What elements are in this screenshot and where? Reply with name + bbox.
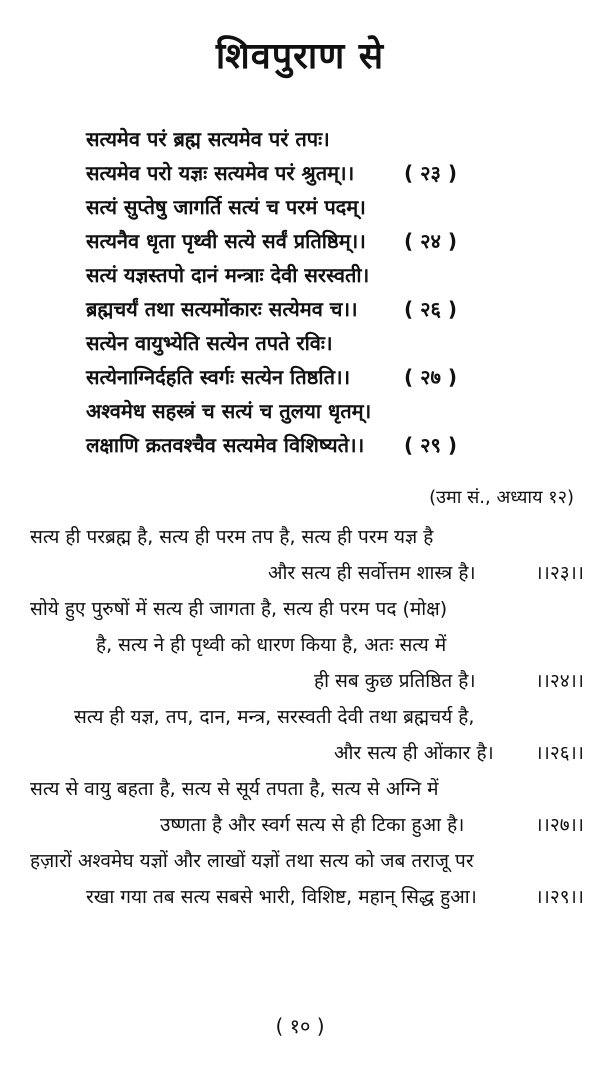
verse-number: ( २३ ) xyxy=(404,161,458,185)
verse-line xyxy=(86,258,566,292)
translation-text: सत्य ही परब्रह्म है, सत्य ही परम तप है, सत्य ही परम यज्ञ है xyxy=(30,526,434,548)
verse-line xyxy=(86,122,566,156)
verse-text: सत्यं सुप्तेषु जागर्ति सत्यं च परमं पदम्। xyxy=(86,195,366,219)
translation-text: ही सब कुछ प्रतिष्ठित है। xyxy=(314,670,476,692)
verse-text: सत्यमेव परं ब्रह्म सत्यमेव परं तपः। xyxy=(86,127,330,151)
translation-line xyxy=(0,879,600,915)
translation-text: सत्य से वायु बहता है, सत्य से सूर्य तपता है, सत्य से अग्नि में xyxy=(30,778,439,800)
verse-number: ( २६ ) xyxy=(404,297,458,321)
translation-line xyxy=(0,519,600,555)
verse-line xyxy=(86,156,566,190)
verse-line xyxy=(86,190,566,224)
verse-number: ( २७ ) xyxy=(404,365,458,389)
verse-number: ( २४ ) xyxy=(404,229,458,253)
verse-line xyxy=(86,292,566,326)
translation-text: उष्णता है और स्वर्ग सत्य से ही टिका हुआ है। xyxy=(160,814,465,836)
verse-text: अश्वमेध सहस्त्रं च सत्यं च तुलया धृतम्। xyxy=(86,399,372,423)
verse-source-citation: (उमा सं., अध्याय १२) xyxy=(429,487,574,508)
verse-text: ब्रह्मचर्यं तथा सत्यमोंकारः सत्येमव च।। xyxy=(86,297,358,321)
translation-line xyxy=(0,627,600,663)
verse-reference-number: ।।२७।। xyxy=(535,814,584,836)
translation-text: सत्य ही यज्ञ, तप, दान, मन्त्र, सरस्वती देवी तथा ब्रह्मचर्य है, xyxy=(74,706,475,728)
hindi-translation xyxy=(0,519,600,915)
verse-number: ( २९ ) xyxy=(404,433,458,457)
translation-line xyxy=(0,735,600,771)
verse-line xyxy=(86,428,566,462)
verse-reference-number: ।।२९।। xyxy=(535,886,584,908)
verse-line xyxy=(86,224,566,258)
verse-reference-number: ।।२६।। xyxy=(535,742,584,764)
translation-line xyxy=(0,699,600,735)
page-number: ( १० ) xyxy=(275,1014,325,1038)
translation-line xyxy=(0,591,600,627)
sanskrit-verses xyxy=(86,122,566,462)
translation-line xyxy=(0,843,600,879)
verse-line xyxy=(86,326,566,360)
translation-text: रखा गया तब सत्य सबसे भारी, विशिष्ट, महान् सिद्ध हुआ। xyxy=(86,886,477,908)
translation-text: सोये हुए पुरुषों में सत्य ही जागता है, सत्य ही परम पद (मोक्ष) xyxy=(30,598,448,620)
translation-text: और सत्य ही सर्वोत्तम शास्त्र है। xyxy=(268,562,476,584)
translation-text: और सत्य ही ओंकार है। xyxy=(334,742,494,764)
verse-text: सत्यनैव धृता पृथ्वी सत्ये सर्वं प्रतिष्ठिम्।। xyxy=(86,229,366,253)
translation-text: हज़ारों अश्वमेघ यज्ञों और लाखों यज्ञों तथा सत्य को जब तराजू पर xyxy=(30,850,474,872)
verse-reference-number: ।।२३।। xyxy=(535,562,584,584)
translation-line xyxy=(0,807,600,843)
verse-line xyxy=(86,360,566,394)
verse-text: सत्यं यज्ञस्तपो दानं मन्त्राः देवी सरस्वती। xyxy=(86,263,370,287)
page-title: शिवपुराण से xyxy=(215,36,385,77)
verse-text: सत्येन वायुभ्येति सत्येन तपते रविः। xyxy=(86,331,333,355)
translation-line xyxy=(0,555,600,591)
verse-text: सत्येनाग्निर्दहति स्वर्गः सत्येन तिष्ठति।। xyxy=(86,365,351,389)
verse-reference-number: ।।२४।। xyxy=(535,670,584,692)
verse-text: सत्यमेव परो यज्ञः सत्यमेव परं श्रुतम्।। xyxy=(86,161,355,185)
translation-text: है, सत्य ने ही पृथ्वी को धारण किया है, अतः सत्य में xyxy=(96,634,447,656)
translation-line xyxy=(0,771,600,807)
translation-line xyxy=(0,663,600,699)
verse-line xyxy=(86,394,566,428)
verse-text: लक्षाणि क्रतवश्चैव सत्यमेव विशिष्यते।। xyxy=(86,433,365,457)
